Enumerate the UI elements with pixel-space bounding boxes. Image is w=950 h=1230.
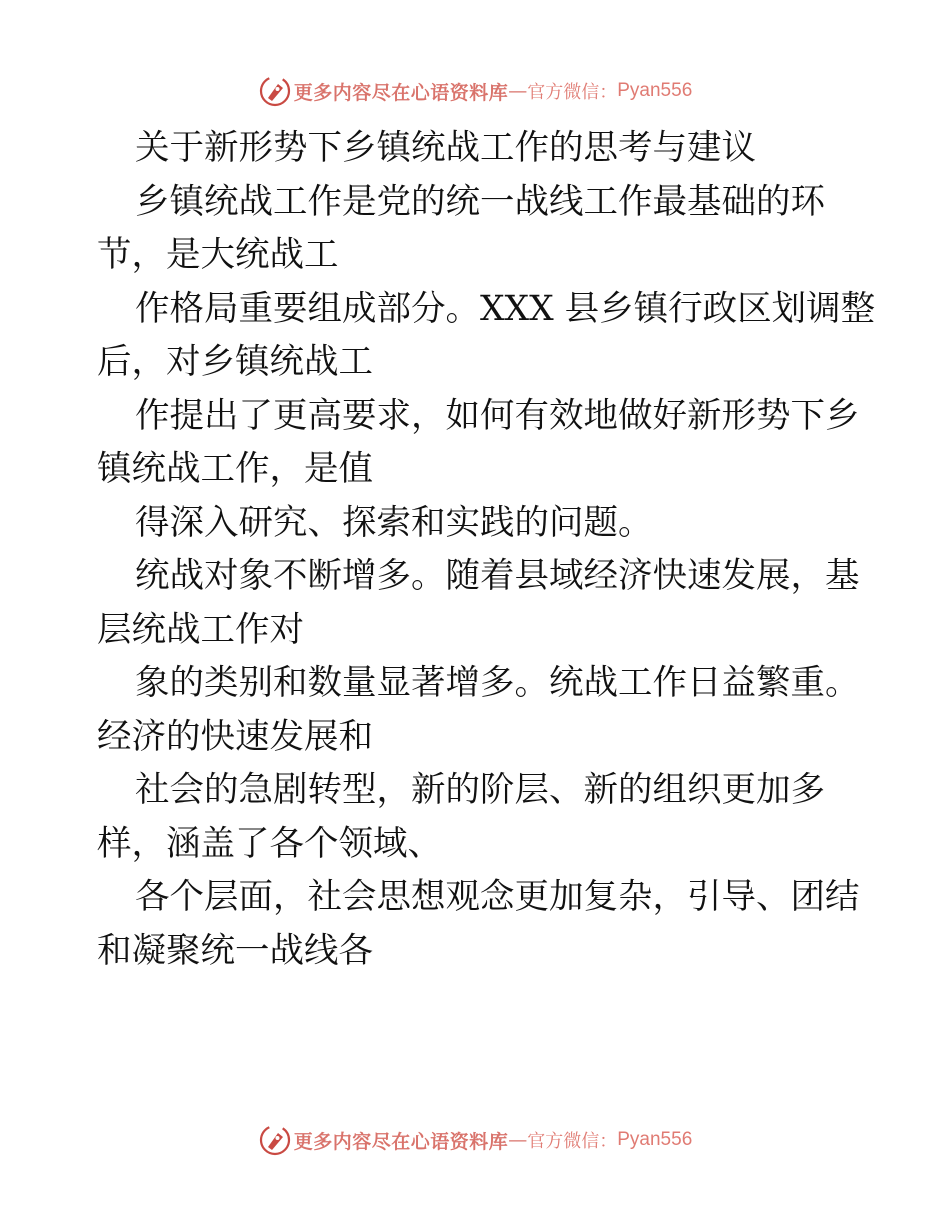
footer-dash: — [508, 1129, 528, 1151]
document-line: 乡镇统战工作是党的统一战线工作最基础的环 [135, 181, 825, 222]
header-dash: — [508, 80, 528, 102]
document-body [97, 122, 876, 978]
footer-wechat-id: Pyan556 [617, 1129, 693, 1150]
footer-wechat-label: 官方微信： [527, 1131, 618, 1152]
document-line: 和凝聚统一战线各 [97, 930, 373, 971]
document-line: 统战对象不断增多。随着县域经济快速发展，基 [135, 556, 860, 596]
document-line: 各个层面，社会思想观念更加复杂，引导、团结 [135, 877, 860, 917]
document-line: 样，涵盖了各个领域、 [97, 823, 442, 864]
header-banner [0, 71, 950, 111]
document-line: 后，对乡镇统战工 [97, 342, 373, 382]
document-line: 层统战工作对 [97, 609, 304, 650]
pen-nib-logo-icon [258, 74, 292, 108]
document-line: 社会的急剧转型，新的阶层、新的组织更加多 [135, 770, 825, 810]
document-title: 关于新形势下乡镇统战工作的思考与建议 [135, 128, 756, 168]
header-wechat-id: Pyan556 [617, 80, 693, 101]
footer-banner [0, 1120, 950, 1160]
document-line: 镇统战工作，是值 [97, 449, 373, 489]
header-wechat-label: 官方微信： [527, 82, 618, 103]
header-site-text: 更多内容尽在心语资料库 [293, 81, 509, 104]
document-line: 经济的快速发展和 [97, 716, 373, 757]
document-line: 得深入研究、探索和实践的问题。 [135, 502, 653, 543]
document-line: 作提出了更高要求，如何有效地做好新形势下乡 [135, 395, 860, 436]
document-line: 作格局重要组成部分。XXX 县乡镇行政区划调整 [135, 288, 876, 329]
document-line: 象的类别和数量显著增多。统战工作日益繁重。 [135, 663, 860, 703]
pen-nib-logo-icon [258, 1123, 292, 1157]
document-line: 节，是大统战工 [97, 235, 339, 275]
footer-site-text: 更多内容尽在心语资料库 [293, 1130, 509, 1153]
